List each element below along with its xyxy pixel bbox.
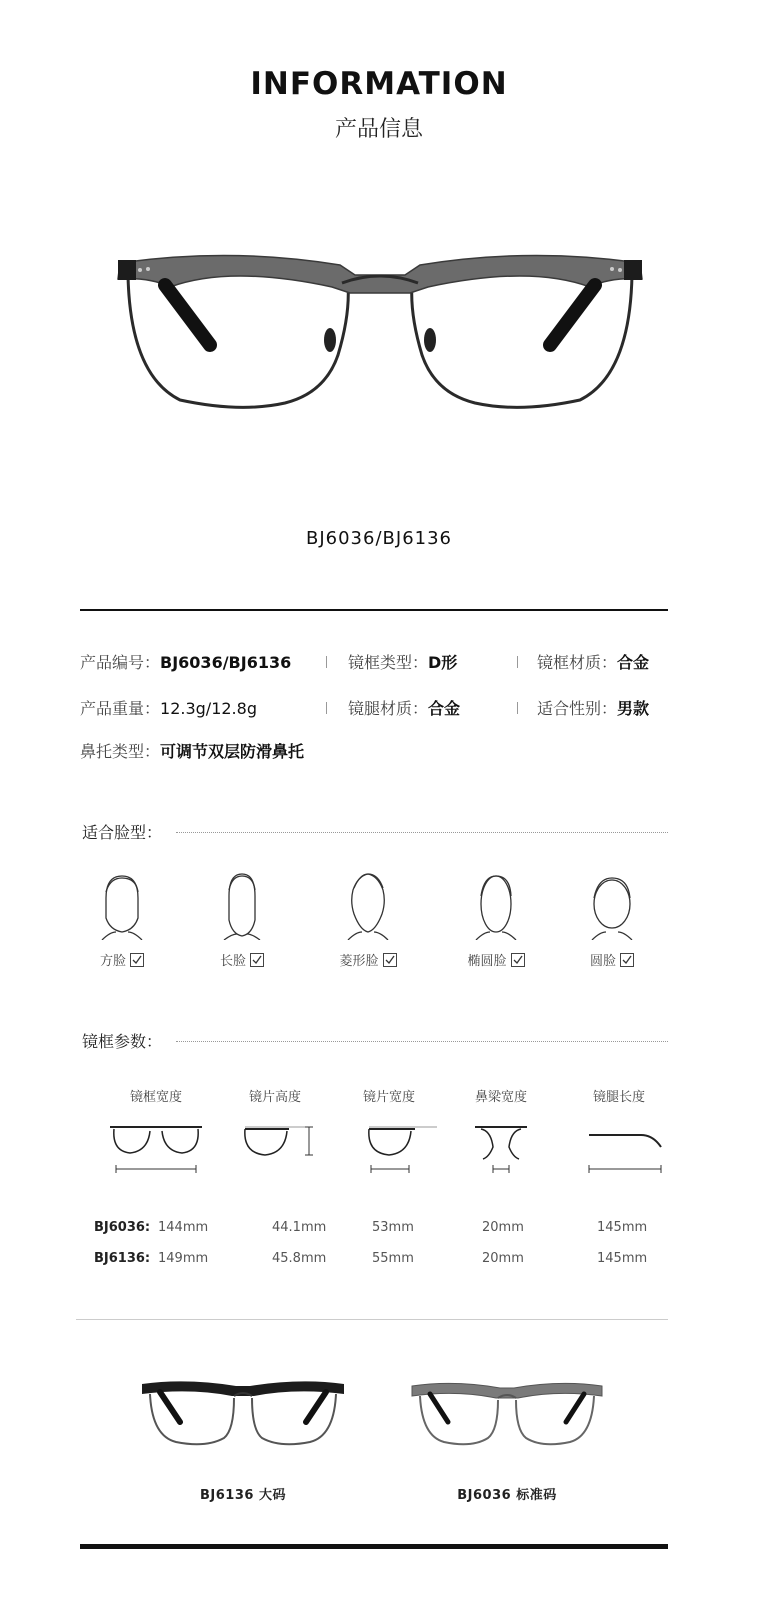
variant-caption: BJ6136 大码 bbox=[200, 1488, 286, 1503]
spec-temple-material: 镜腿材质：合金 bbox=[348, 699, 461, 718]
spec-gender: 适合性别：男款 bbox=[537, 699, 650, 718]
dotted-divider bbox=[176, 1041, 668, 1042]
divider bbox=[80, 609, 668, 611]
param-temple-length: 镜腿长度 bbox=[564, 1086, 674, 1175]
glasses-large-image bbox=[136, 1378, 350, 1450]
long-face-icon bbox=[212, 870, 272, 940]
param-bridge-width: 鼻梁宽度 bbox=[446, 1086, 556, 1175]
value-bridge-width: 20mm bbox=[482, 1251, 524, 1266]
face-long bbox=[192, 870, 292, 969]
spec-row bbox=[80, 650, 670, 676]
frame-width-diagram-icon bbox=[106, 1121, 206, 1175]
spec-row bbox=[80, 696, 670, 722]
checkbox-checked-icon bbox=[130, 953, 144, 967]
param-lens-height: 镜片高度 bbox=[220, 1086, 330, 1175]
face-label: 菱形脸 bbox=[339, 954, 379, 969]
model-label: BJ6136: bbox=[94, 1251, 151, 1266]
value-lens-height: 45.8mm bbox=[272, 1251, 327, 1266]
value-bridge-width: 20mm bbox=[482, 1220, 524, 1235]
oval-face-icon bbox=[466, 870, 526, 940]
spec-row bbox=[80, 739, 670, 765]
spec-frame-material: 镜框材质：合金 bbox=[537, 653, 650, 672]
page-title-cn: 产品信息 bbox=[334, 117, 423, 142]
param-values-row bbox=[0, 1220, 758, 1240]
value-frame-width: 144mm bbox=[158, 1220, 209, 1235]
spec-frame-type: 镜框类型：D形 bbox=[348, 653, 458, 672]
temple-length-diagram-icon bbox=[569, 1121, 669, 1175]
lens-width-diagram-icon bbox=[339, 1121, 439, 1175]
variant-large bbox=[136, 1378, 350, 1503]
square-face-icon bbox=[92, 870, 152, 940]
diamond-face-icon bbox=[338, 870, 398, 940]
spec-separator bbox=[326, 702, 327, 714]
face-diamond bbox=[318, 870, 418, 969]
spec-nose-pad: 鼻托类型：可调节双层防滑鼻托 bbox=[80, 742, 305, 761]
face-label: 长脸 bbox=[219, 954, 246, 969]
face-square bbox=[72, 870, 172, 969]
face-section-title: 适合脸型： bbox=[82, 823, 163, 842]
face-oval bbox=[446, 870, 546, 969]
checkbox-checked-icon bbox=[250, 953, 264, 967]
checkbox-checked-icon bbox=[620, 953, 634, 967]
face-round bbox=[562, 870, 662, 969]
spec-separator bbox=[517, 656, 518, 668]
spec-separator bbox=[326, 656, 327, 668]
hero-model-caption: BJ6036/BJ6136 bbox=[306, 528, 452, 549]
spec-product-code: 产品编号：BJ6036/BJ6136 bbox=[80, 653, 292, 672]
value-temple-length: 145mm bbox=[597, 1220, 648, 1235]
hero-glasses-image bbox=[110, 235, 650, 419]
model-label: BJ6036: bbox=[94, 1220, 151, 1235]
variant-standard bbox=[408, 1378, 606, 1503]
round-face-icon bbox=[582, 870, 642, 940]
spec-separator bbox=[517, 702, 518, 714]
value-lens-height: 44.1mm bbox=[272, 1220, 327, 1235]
dotted-divider bbox=[176, 832, 668, 833]
variant-caption: BJ6036 标准码 bbox=[457, 1488, 557, 1503]
bridge-width-diagram-icon bbox=[451, 1121, 551, 1175]
value-lens-width: 53mm bbox=[372, 1220, 414, 1235]
page-title-en: INFORMATION bbox=[250, 66, 508, 102]
lens-height-diagram-icon bbox=[225, 1121, 325, 1175]
value-frame-width: 149mm bbox=[158, 1251, 209, 1266]
face-label: 方脸 bbox=[99, 954, 126, 969]
glasses-standard-image bbox=[408, 1378, 606, 1450]
divider bbox=[80, 1544, 668, 1549]
params-section-title: 镜框参数： bbox=[82, 1032, 163, 1051]
checkbox-checked-icon bbox=[383, 953, 397, 967]
face-label: 椭圆脸 bbox=[467, 954, 507, 969]
param-frame-width: 镜框宽度 bbox=[101, 1086, 211, 1175]
divider bbox=[76, 1319, 668, 1320]
param-lens-width: 镜片宽度 bbox=[334, 1086, 444, 1175]
spec-weight: 产品重量：12.3g/12.8g bbox=[80, 699, 257, 718]
face-label: 圆脸 bbox=[589, 954, 616, 969]
value-lens-width: 55mm bbox=[372, 1251, 414, 1266]
value-temple-length: 145mm bbox=[597, 1251, 648, 1266]
param-values-row bbox=[0, 1251, 758, 1271]
checkbox-checked-icon bbox=[511, 953, 525, 967]
